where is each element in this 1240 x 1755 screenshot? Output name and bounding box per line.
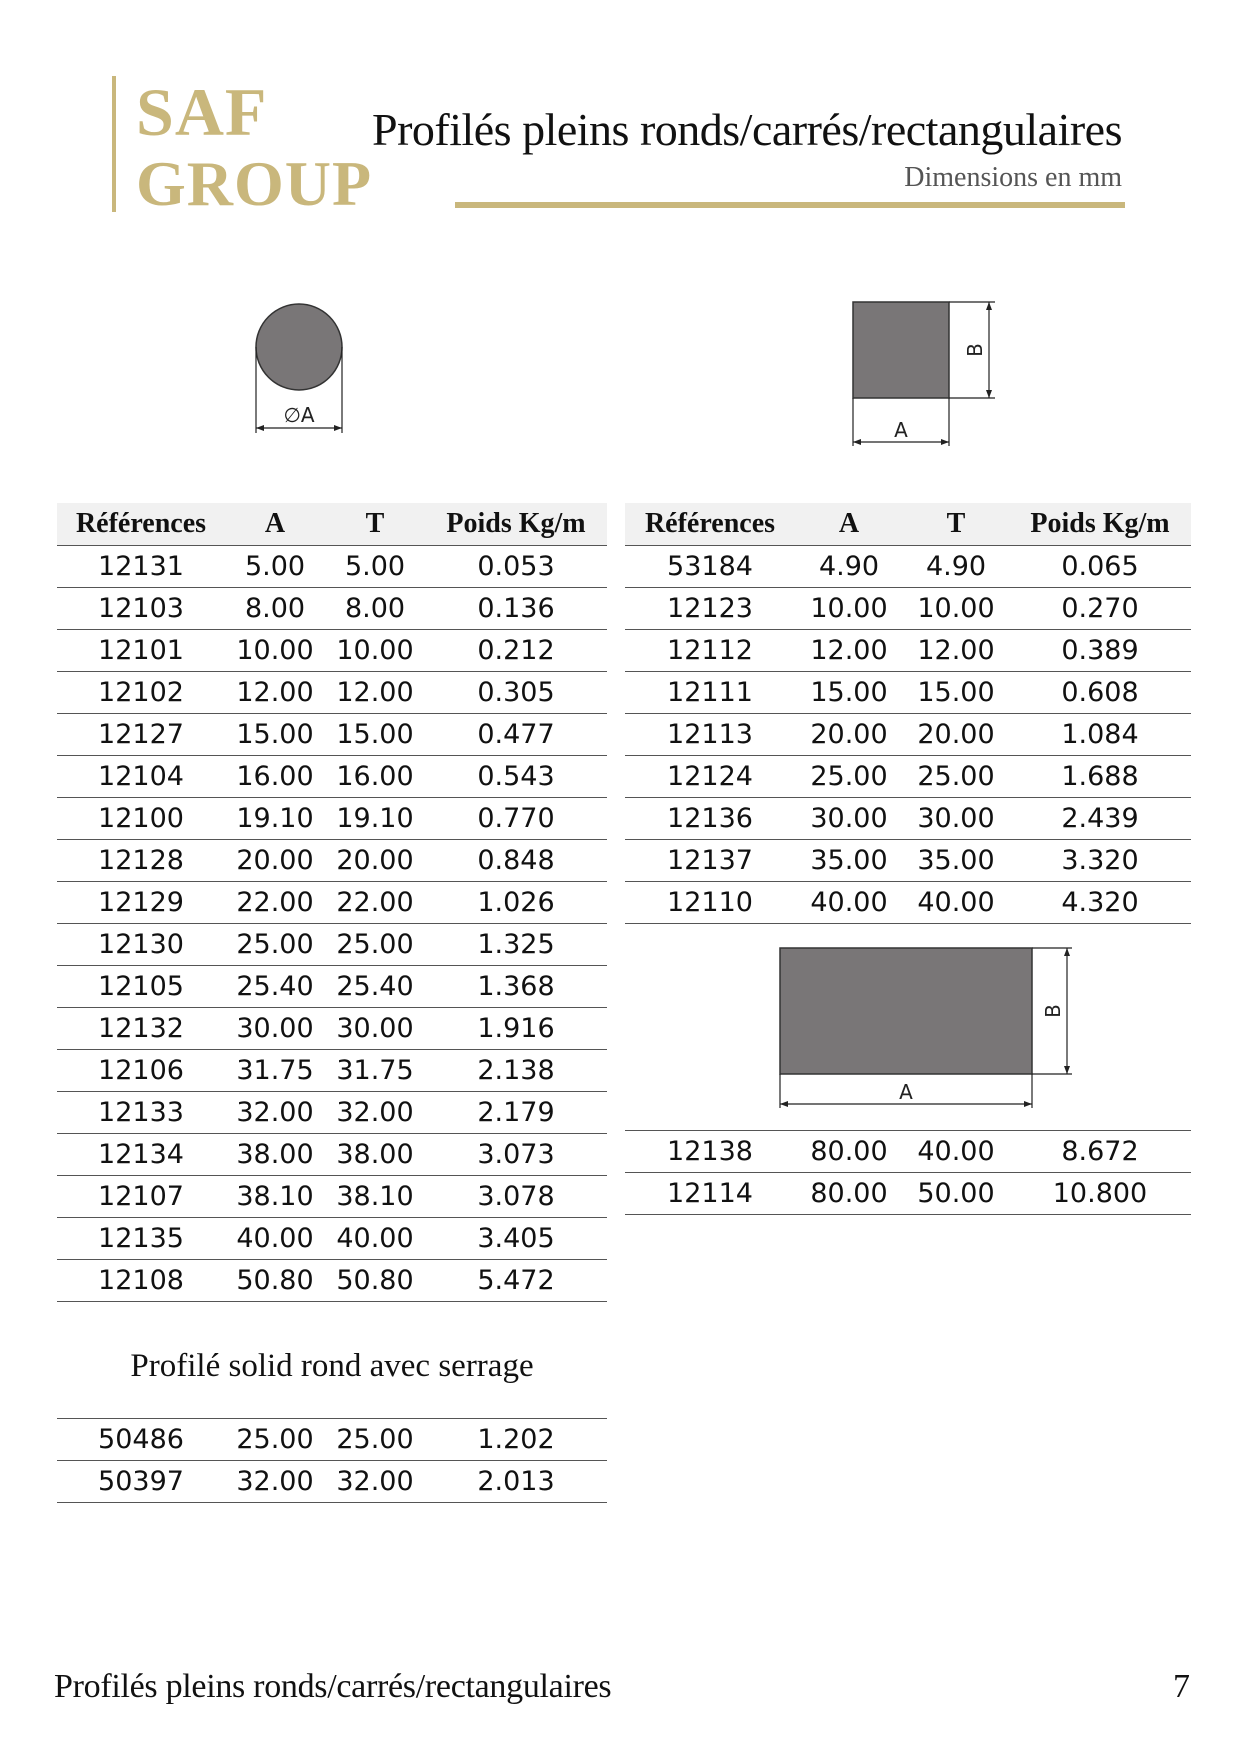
cell-a: 40.00 — [225, 1218, 325, 1260]
cell-weight: 1.084 — [1009, 714, 1191, 756]
cell-t: 25.00 — [903, 756, 1009, 798]
cell-t: 50.00 — [903, 1173, 1009, 1215]
square-profiles-body — [625, 546, 1191, 924]
cell-reference: 12131 — [57, 546, 225, 588]
cell-reference: 53184 — [625, 546, 795, 588]
cell-t: 10.00 — [903, 588, 1009, 630]
col-header-a: A — [225, 503, 325, 546]
cell-t: 22.00 — [325, 882, 425, 924]
cell-weight: 0.477 — [425, 714, 607, 756]
cell-t: 5.00 — [325, 546, 425, 588]
round-dim-arrow-left — [256, 425, 264, 431]
cell-t: 50.80 — [325, 1260, 425, 1302]
cell-reference: 12133 — [57, 1092, 225, 1134]
round-profile-diagram — [250, 298, 350, 438]
cell-t: 25.40 — [325, 966, 425, 1008]
table-row — [625, 588, 1191, 630]
table-row — [57, 1008, 607, 1050]
round-profiles-table — [57, 503, 607, 1302]
cell-t: 32.00 — [325, 1092, 425, 1134]
table-row — [57, 924, 607, 966]
table-row — [625, 630, 1191, 672]
rect-dim-b-arrow-top — [1064, 948, 1070, 956]
cell-reference: 12112 — [625, 630, 795, 672]
cell-weight: 0.212 — [425, 630, 607, 672]
cell-reference: 50486 — [57, 1419, 225, 1461]
table-row — [57, 672, 607, 714]
clamp-profiles-body — [57, 1419, 607, 1503]
cell-t: 8.00 — [325, 588, 425, 630]
cell-a: 20.00 — [795, 714, 903, 756]
cell-weight: 0.543 — [425, 756, 607, 798]
col-header-weight: Poids Kg/m — [1009, 503, 1191, 546]
clamp-profiles-table — [57, 1418, 607, 1503]
cell-a: 30.00 — [225, 1008, 325, 1050]
cell-reference: 12100 — [57, 798, 225, 840]
cell-a: 38.00 — [225, 1134, 325, 1176]
cell-t: 20.00 — [903, 714, 1009, 756]
cell-a: 25.00 — [795, 756, 903, 798]
table-row — [57, 714, 607, 756]
cell-reference: 12128 — [57, 840, 225, 882]
cell-a: 16.00 — [225, 756, 325, 798]
cell-t: 15.00 — [903, 672, 1009, 714]
cell-a: 50.80 — [225, 1260, 325, 1302]
table-header-row — [625, 503, 1191, 546]
cell-t: 16.00 — [325, 756, 425, 798]
table-row — [57, 756, 607, 798]
cell-reference: 12101 — [57, 630, 225, 672]
table-row — [57, 840, 607, 882]
table-row — [625, 840, 1191, 882]
cell-a: 32.00 — [225, 1461, 325, 1503]
table-row — [57, 798, 607, 840]
page-title: Profilés pleins ronds/carrés/rectangulaires — [371, 104, 1122, 155]
cell-reference: 12134 — [57, 1134, 225, 1176]
square-dim-a-arrow-left — [853, 439, 861, 445]
cell-reference: 12132 — [57, 1008, 225, 1050]
rect-dim-a-arrow-left — [780, 1101, 788, 1107]
round-dim-arrow-right — [334, 425, 342, 431]
table-row — [57, 1218, 607, 1260]
cell-a: 25.40 — [225, 966, 325, 1008]
square-profiles-table — [625, 503, 1191, 924]
cell-weight: 0.136 — [425, 588, 607, 630]
cell-weight: 0.305 — [425, 672, 607, 714]
cell-a: 19.10 — [225, 798, 325, 840]
cell-t: 12.00 — [903, 630, 1009, 672]
table-row — [625, 798, 1191, 840]
col-header-weight: Poids Kg/m — [425, 503, 607, 546]
cell-t: 15.00 — [325, 714, 425, 756]
table-row — [625, 1173, 1191, 1215]
square-dim-b-arrow-top — [986, 302, 992, 310]
cell-t: 19.10 — [325, 798, 425, 840]
table-row — [57, 1176, 607, 1218]
col-header-t: T — [903, 503, 1009, 546]
cell-a: 40.00 — [795, 882, 903, 924]
table-row — [625, 1131, 1191, 1173]
cell-a: 22.00 — [225, 882, 325, 924]
cell-t: 20.00 — [325, 840, 425, 882]
cell-a: 15.00 — [795, 672, 903, 714]
table-row — [57, 588, 607, 630]
table-row — [625, 714, 1191, 756]
cell-weight: 2.013 — [425, 1461, 607, 1503]
cell-a: 25.00 — [225, 1419, 325, 1461]
cell-a: 12.00 — [225, 672, 325, 714]
cell-a: 4.90 — [795, 546, 903, 588]
col-header-references: Références — [625, 503, 795, 546]
footer-text: Profilés pleins ronds/carrés/rectangulaires — [54, 1668, 612, 1705]
cell-a: 35.00 — [795, 840, 903, 882]
cell-reference: 12123 — [625, 588, 795, 630]
cell-reference: 12130 — [57, 924, 225, 966]
cell-weight: 1.325 — [425, 924, 607, 966]
cell-reference: 50397 — [57, 1461, 225, 1503]
round-profile-shape — [256, 304, 342, 390]
cell-reference: 12111 — [625, 672, 795, 714]
square-profile-shape — [853, 302, 949, 398]
cell-t: 35.00 — [903, 840, 1009, 882]
cell-weight: 0.053 — [425, 546, 607, 588]
cell-t: 25.00 — [325, 924, 425, 966]
cell-weight: 2.179 — [425, 1092, 607, 1134]
cell-t: 30.00 — [903, 798, 1009, 840]
cell-reference: 12114 — [625, 1173, 795, 1215]
cell-a: 8.00 — [225, 588, 325, 630]
cell-reference: 12104 — [57, 756, 225, 798]
cell-a: 10.00 — [225, 630, 325, 672]
cell-weight: 0.270 — [1009, 588, 1191, 630]
cell-weight: 8.672 — [1009, 1131, 1191, 1173]
cell-weight: 1.916 — [425, 1008, 607, 1050]
square-dim-a-arrow-right — [941, 439, 949, 445]
cell-weight: 1.202 — [425, 1419, 607, 1461]
cell-t: 38.10 — [325, 1176, 425, 1218]
header-divider — [455, 202, 1125, 208]
cell-reference: 12105 — [57, 966, 225, 1008]
clamp-section-title: Profilé solid rond avec serrage — [130, 1348, 534, 1384]
cell-a: 80.00 — [795, 1173, 903, 1215]
table-row — [57, 1419, 607, 1461]
cell-reference: 12102 — [57, 672, 225, 714]
cell-a: 12.00 — [795, 630, 903, 672]
cell-weight: 10.800 — [1009, 1173, 1191, 1215]
cell-t: 40.00 — [903, 1131, 1009, 1173]
table-row — [57, 966, 607, 1008]
cell-reference: 12124 — [625, 756, 795, 798]
cell-t: 25.00 — [325, 1419, 425, 1461]
cell-reference: 12106 — [57, 1050, 225, 1092]
rect-profiles-body — [625, 1131, 1191, 1215]
col-header-references: Références — [57, 503, 225, 546]
cell-weight: 0.848 — [425, 840, 607, 882]
rect-profiles-table — [625, 1130, 1191, 1215]
cell-t: 4.90 — [903, 546, 1009, 588]
table-row — [57, 546, 607, 588]
cell-weight: 0.608 — [1009, 672, 1191, 714]
page-number: 7 — [1173, 1668, 1190, 1705]
round-profiles-body — [57, 546, 607, 1302]
page-subtitle: Dimensions en mm — [904, 162, 1122, 193]
cell-a: 32.00 — [225, 1092, 325, 1134]
square-dim-b-label: B — [963, 343, 987, 357]
rect-dim-a-arrow-right — [1024, 1101, 1032, 1107]
cell-t: 31.75 — [325, 1050, 425, 1092]
cell-t: 30.00 — [325, 1008, 425, 1050]
cell-weight: 3.320 — [1009, 840, 1191, 882]
col-header-t: T — [325, 503, 425, 546]
cell-weight: 0.065 — [1009, 546, 1191, 588]
table-row — [57, 630, 607, 672]
saf-group-logo — [112, 74, 373, 219]
cell-weight: 1.026 — [425, 882, 607, 924]
square-dim-a-label: A — [894, 418, 908, 442]
cell-weight: 3.073 — [425, 1134, 607, 1176]
cell-t: 12.00 — [325, 672, 425, 714]
logo-line2: GROUP — [136, 148, 373, 219]
table-row — [625, 756, 1191, 798]
cell-t: 10.00 — [325, 630, 425, 672]
table-row — [57, 1092, 607, 1134]
cell-weight: 1.368 — [425, 966, 607, 1008]
cell-reference: 12108 — [57, 1260, 225, 1302]
table-row — [625, 882, 1191, 924]
table-row — [625, 672, 1191, 714]
table-row — [57, 1050, 607, 1092]
cell-weight: 3.405 — [425, 1218, 607, 1260]
cell-reference: 12137 — [625, 840, 795, 882]
cell-t: 40.00 — [325, 1218, 425, 1260]
table-row — [57, 1461, 607, 1503]
rect-dim-a-label: A — [899, 1080, 913, 1104]
cell-reference: 12113 — [625, 714, 795, 756]
cell-reference: 12110 — [625, 882, 795, 924]
cell-weight: 0.389 — [1009, 630, 1191, 672]
table-header-row — [57, 503, 607, 546]
cell-weight: 5.472 — [425, 1260, 607, 1302]
rect-dim-b-label: B — [1041, 1004, 1065, 1018]
table-row — [57, 1260, 607, 1302]
cell-weight: 2.439 — [1009, 798, 1191, 840]
cell-reference: 12107 — [57, 1176, 225, 1218]
cell-weight: 1.688 — [1009, 756, 1191, 798]
cell-reference: 12127 — [57, 714, 225, 756]
cell-reference: 12138 — [625, 1131, 795, 1173]
cell-weight: 2.138 — [425, 1050, 607, 1092]
col-header-a: A — [795, 503, 903, 546]
rect-profile-shape — [780, 948, 1032, 1074]
rect-dim-b-arrow-bottom — [1064, 1066, 1070, 1074]
cell-weight: 0.770 — [425, 798, 607, 840]
cell-a: 10.00 — [795, 588, 903, 630]
cell-a: 38.10 — [225, 1176, 325, 1218]
cell-reference: 12136 — [625, 798, 795, 840]
cell-reference: 12129 — [57, 882, 225, 924]
table-row — [57, 1134, 607, 1176]
table-row — [57, 882, 607, 924]
square-dim-b-arrow-bottom — [986, 390, 992, 398]
cell-a: 31.75 — [225, 1050, 325, 1092]
round-dim-label: ∅A — [283, 403, 315, 427]
cell-a: 5.00 — [225, 546, 325, 588]
rect-profile-diagram — [780, 948, 1080, 1118]
cell-weight: 4.320 — [1009, 882, 1191, 924]
cell-t: 40.00 — [903, 882, 1009, 924]
cell-reference: 12103 — [57, 588, 225, 630]
cell-weight: 3.078 — [425, 1176, 607, 1218]
cell-a: 30.00 — [795, 798, 903, 840]
cell-reference: 12135 — [57, 1218, 225, 1260]
cell-t: 32.00 — [325, 1461, 425, 1503]
cell-a: 15.00 — [225, 714, 325, 756]
square-profile-diagram — [853, 302, 1003, 450]
logo-line1: SAF — [136, 74, 268, 150]
table-row — [625, 546, 1191, 588]
cell-a: 20.00 — [225, 840, 325, 882]
cell-a: 25.00 — [225, 924, 325, 966]
cell-t: 38.00 — [325, 1134, 425, 1176]
cell-a: 80.00 — [795, 1131, 903, 1173]
